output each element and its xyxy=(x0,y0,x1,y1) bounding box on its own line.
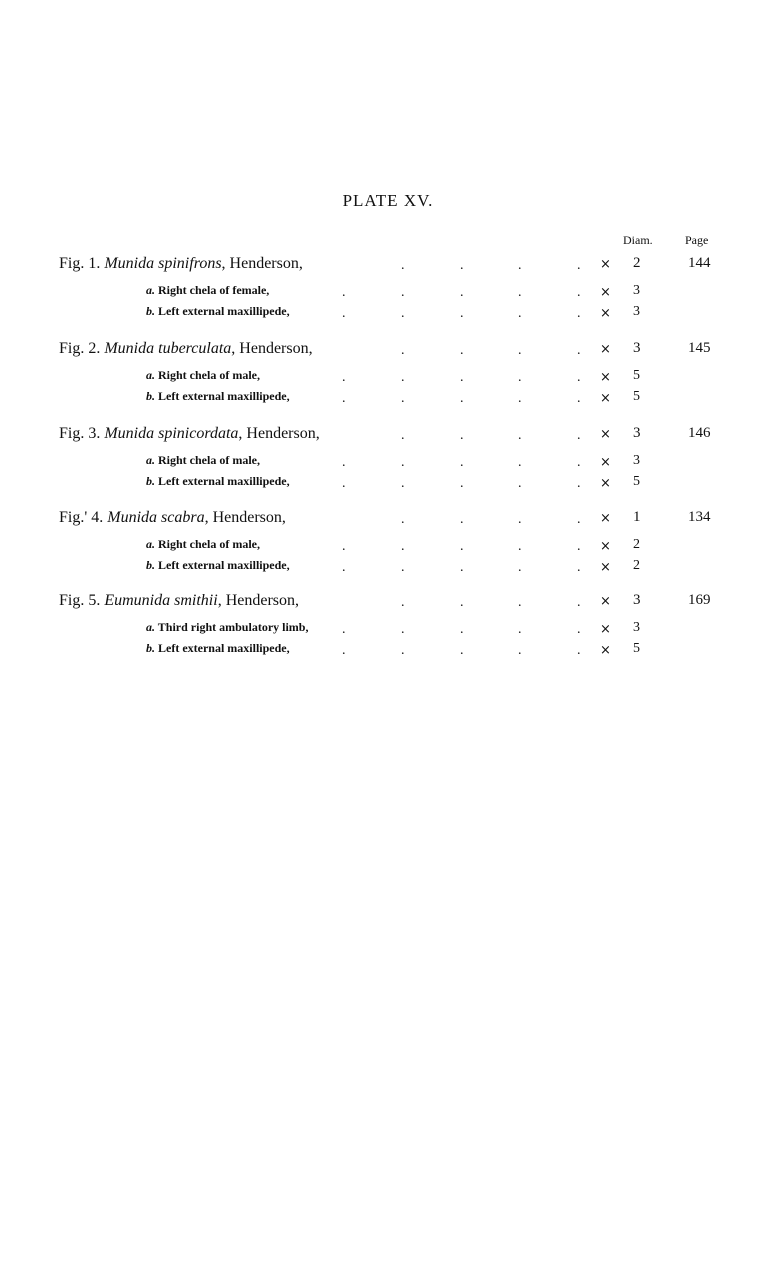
leader-dot: . xyxy=(577,512,581,527)
sub-figure-label xyxy=(146,620,308,635)
species-name xyxy=(107,509,204,526)
leader-dot: . xyxy=(342,560,346,575)
genus: Munida xyxy=(104,255,155,272)
sub-figure-row xyxy=(0,453,776,473)
leader-dot: . xyxy=(460,370,464,385)
leader-dot: . xyxy=(342,622,346,637)
leader-dot: . xyxy=(577,428,581,443)
sub-figure-letter: a. xyxy=(146,368,155,382)
sub-figure-label xyxy=(146,474,290,489)
leader-dot: . xyxy=(460,595,464,610)
sub-figure-letter: a. xyxy=(146,453,155,467)
leader-dot: . xyxy=(460,539,464,554)
leader-dot: . xyxy=(460,306,464,321)
page-number: 169 xyxy=(688,592,711,608)
leader-dot: . xyxy=(401,258,405,273)
diameter-value: 3 xyxy=(633,620,640,635)
species: scabra xyxy=(161,509,205,526)
figure-row xyxy=(0,255,776,275)
diameter-value: 2 xyxy=(633,255,641,271)
sub-figure-row xyxy=(0,304,776,324)
species-name xyxy=(104,255,221,272)
author: , Henderson, xyxy=(238,425,320,442)
diameter-value: 3 xyxy=(633,340,641,356)
leader-dot: . xyxy=(518,512,522,527)
diameter-value: 5 xyxy=(633,389,640,404)
sub-figure-label xyxy=(146,641,290,656)
sub-figure-row xyxy=(0,474,776,494)
sub-figure-text: Left external maxillipede, xyxy=(158,304,290,318)
diam-column-header: Diam. xyxy=(623,233,653,247)
page-number: 134 xyxy=(688,509,711,525)
page-number: 146 xyxy=(688,425,711,441)
leader-dot: . xyxy=(342,391,346,406)
diameter-value: 3 xyxy=(633,283,640,298)
leader-dot: . xyxy=(577,391,581,406)
sub-figure-text: Right chela of female, xyxy=(158,283,270,297)
figure-label xyxy=(59,425,320,443)
sub-figure-letter: b. xyxy=(146,304,155,318)
author: , Henderson, xyxy=(231,340,313,357)
sub-figure-row xyxy=(0,283,776,303)
leader-dot: . xyxy=(518,343,522,358)
sub-figure-label xyxy=(146,558,290,573)
species-name xyxy=(104,425,238,442)
sub-figure-label xyxy=(146,453,260,468)
leader-dot: . xyxy=(460,560,464,575)
leader-dot: . xyxy=(401,512,405,527)
genus: Munida xyxy=(107,509,158,526)
leader-dot: . xyxy=(401,391,405,406)
sub-figure-label xyxy=(146,304,290,319)
leader-dot: . xyxy=(401,285,405,300)
figure-row xyxy=(0,425,776,445)
diameter-value: 3 xyxy=(633,592,641,608)
sub-figure-letter: a. xyxy=(146,537,155,551)
leader-dot: . xyxy=(518,560,522,575)
sub-figure-letter: b. xyxy=(146,474,155,488)
leader-dot: . xyxy=(460,391,464,406)
leader-dot: . xyxy=(577,343,581,358)
figure-row xyxy=(0,340,776,360)
diameter-value: 2 xyxy=(633,537,640,552)
sub-figure-letter: b. xyxy=(146,641,155,655)
leader-dot: . xyxy=(518,455,522,470)
figure-number: Fig.' 4. xyxy=(59,509,104,526)
sub-figure-row xyxy=(0,558,776,578)
times-sign: × xyxy=(600,342,611,357)
leader-dot: . xyxy=(460,258,464,273)
sub-figure-row xyxy=(0,537,776,557)
times-sign: × xyxy=(600,476,611,491)
leader-dot: . xyxy=(401,622,405,637)
sub-figure-text: Right chela of male, xyxy=(158,453,260,467)
genus: Munida xyxy=(104,340,155,357)
leader-dot: . xyxy=(460,622,464,637)
species-name xyxy=(104,592,217,609)
diameter-value: 5 xyxy=(633,474,640,489)
figure-number: Fig. 5. xyxy=(59,592,101,609)
leader-dot: . xyxy=(577,455,581,470)
sub-figure-label xyxy=(146,537,260,552)
diameter-value: 3 xyxy=(633,304,640,319)
leader-dot: . xyxy=(460,343,464,358)
leader-dot: . xyxy=(460,643,464,658)
leader-dot: . xyxy=(518,370,522,385)
leader-dot: . xyxy=(342,306,346,321)
species: tuberculata xyxy=(158,340,232,357)
times-sign: × xyxy=(600,560,611,575)
leader-dot: . xyxy=(401,306,405,321)
times-sign: × xyxy=(600,511,611,526)
times-sign: × xyxy=(600,257,611,272)
diameter-value: 1 xyxy=(633,509,641,525)
figure-label xyxy=(59,509,286,527)
leader-dot: . xyxy=(460,476,464,491)
leader-dot: . xyxy=(401,455,405,470)
figure-row xyxy=(0,509,776,529)
leader-dot: . xyxy=(577,560,581,575)
author: , Henderson, xyxy=(221,255,303,272)
sub-figure-text: Left external maxillipede, xyxy=(158,389,290,403)
leader-dot: . xyxy=(518,391,522,406)
leader-dot: . xyxy=(577,476,581,491)
species: spinifrons xyxy=(158,255,222,272)
times-sign: × xyxy=(600,306,611,321)
times-sign: × xyxy=(600,455,611,470)
leader-dot: . xyxy=(342,285,346,300)
species: smithii xyxy=(174,592,218,609)
diameter-value: 5 xyxy=(633,368,640,383)
plate-title: PLATE XV. xyxy=(342,191,434,210)
page-number: 145 xyxy=(688,340,711,356)
leader-dot: . xyxy=(342,643,346,658)
leader-dot: . xyxy=(401,560,405,575)
sub-figure-row xyxy=(0,620,776,640)
leader-dot: . xyxy=(401,370,405,385)
leader-dot: . xyxy=(577,643,581,658)
sub-figure-label xyxy=(146,389,290,404)
leader-dot: . xyxy=(577,285,581,300)
sub-figure-row xyxy=(0,368,776,388)
leader-dot: . xyxy=(518,622,522,637)
figure-number: Fig. 1. xyxy=(59,255,101,272)
leader-dot: . xyxy=(577,370,581,385)
sub-figure-text: Right chela of male, xyxy=(158,368,260,382)
author: , Henderson, xyxy=(204,509,286,526)
leader-dot: . xyxy=(460,428,464,443)
sub-figure-label xyxy=(146,283,269,298)
figure-row xyxy=(0,592,776,612)
leader-dot: . xyxy=(518,643,522,658)
leader-dot: . xyxy=(518,306,522,321)
times-sign: × xyxy=(600,285,611,300)
times-sign: × xyxy=(600,427,611,442)
leader-dot: . xyxy=(401,595,405,610)
leader-dot: . xyxy=(518,539,522,554)
leader-dot: . xyxy=(401,343,405,358)
sub-figure-row xyxy=(0,389,776,409)
sub-figure-text: Left external maxillipede, xyxy=(158,474,290,488)
genus: Eumunida xyxy=(104,592,171,609)
times-sign: × xyxy=(600,643,611,658)
sub-figure-letter: b. xyxy=(146,558,155,572)
sub-figure-text: Left external maxillipede, xyxy=(158,641,290,655)
leader-dot: . xyxy=(577,539,581,554)
leader-dot: . xyxy=(577,306,581,321)
sub-figure-row xyxy=(0,641,776,661)
leader-dot: . xyxy=(401,643,405,658)
leader-dot: . xyxy=(342,539,346,554)
times-sign: × xyxy=(600,622,611,637)
leader-dot: . xyxy=(518,476,522,491)
sub-figure-text: Left external maxillipede, xyxy=(158,558,290,572)
diameter-value: 2 xyxy=(633,558,640,573)
leader-dot: . xyxy=(401,539,405,554)
figure-label xyxy=(59,592,299,610)
leader-dot: . xyxy=(401,428,405,443)
times-sign: × xyxy=(600,370,611,385)
leader-dot: . xyxy=(460,512,464,527)
species-name xyxy=(104,340,231,357)
leader-dot: . xyxy=(577,622,581,637)
leader-dot: . xyxy=(401,476,405,491)
leader-dot: . xyxy=(518,258,522,273)
figure-number: Fig. 3. xyxy=(59,425,101,442)
leader-dot: . xyxy=(518,285,522,300)
figure-label xyxy=(59,255,303,273)
leader-dot: . xyxy=(577,595,581,610)
diameter-value: 5 xyxy=(633,641,640,656)
sub-figure-letter: a. xyxy=(146,283,155,297)
times-sign: × xyxy=(600,594,611,609)
diameter-value: 3 xyxy=(633,453,640,468)
figure-label xyxy=(59,340,313,358)
times-sign: × xyxy=(600,539,611,554)
sub-figure-label xyxy=(146,368,260,383)
sub-figure-letter: b. xyxy=(146,389,155,403)
diameter-value: 3 xyxy=(633,425,641,441)
sub-figure-text: Right chela of male, xyxy=(158,537,260,551)
species: spinicordata xyxy=(158,425,239,442)
leader-dot: . xyxy=(460,285,464,300)
page-number: 144 xyxy=(688,255,711,271)
times-sign: × xyxy=(600,391,611,406)
sub-figure-letter: a. xyxy=(146,620,155,634)
author: , Henderson, xyxy=(217,592,299,609)
leader-dot: . xyxy=(460,455,464,470)
genus: Munida xyxy=(104,425,155,442)
page-column-header: Page xyxy=(685,233,709,247)
leader-dot: . xyxy=(577,258,581,273)
leader-dot: . xyxy=(518,428,522,443)
leader-dot: . xyxy=(342,370,346,385)
leader-dot: . xyxy=(342,455,346,470)
figure-number: Fig. 2. xyxy=(59,340,101,357)
sub-figure-text: Third right ambulatory limb, xyxy=(157,620,309,634)
leader-dot: . xyxy=(518,595,522,610)
leader-dot: . xyxy=(342,476,346,491)
